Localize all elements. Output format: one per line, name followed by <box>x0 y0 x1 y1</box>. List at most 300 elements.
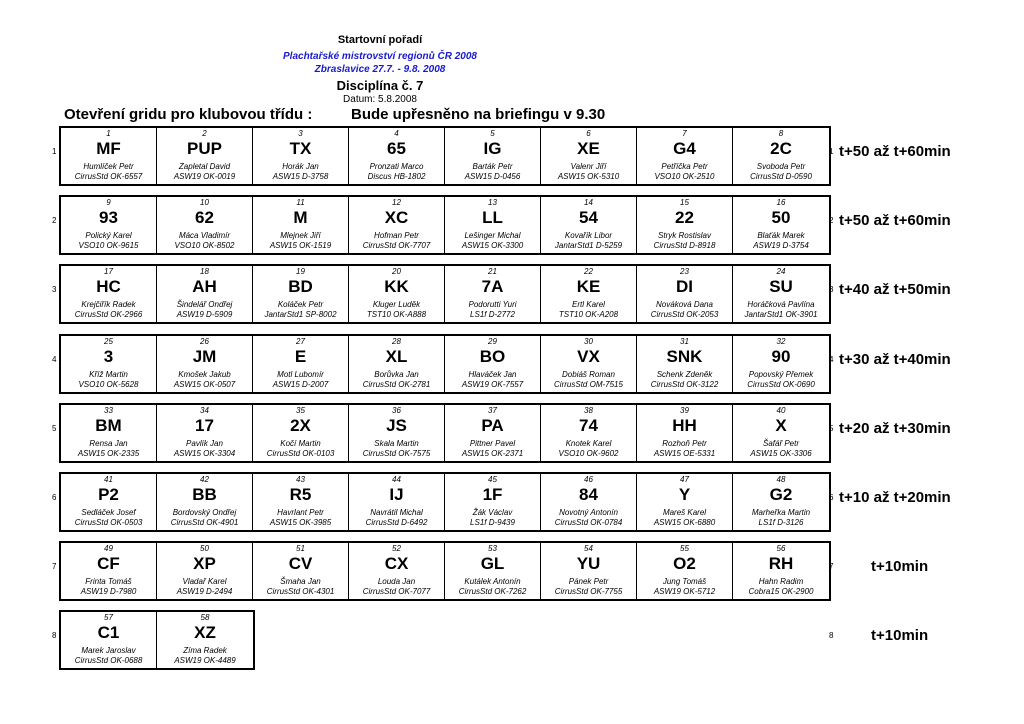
glider-registration: ASW15 OK-0507 <box>173 380 236 389</box>
start-position-number: 29 <box>488 337 497 346</box>
competition-code: 74 <box>579 416 598 435</box>
grid-cell <box>349 197 445 253</box>
event-name: Plachtařské mistrovství regionů ČR 2008 <box>283 51 477 62</box>
start-position-number: 42 <box>200 475 209 484</box>
competition-code: XZ <box>194 623 216 642</box>
glider-registration: VSO10 OK-8502 <box>174 241 235 250</box>
start-position-number: 2 <box>202 129 207 138</box>
grid-cell <box>61 405 157 461</box>
competition-code: Y <box>678 485 691 504</box>
pilot-name: Ertl Karel <box>572 300 605 309</box>
grid-cell <box>637 197 733 253</box>
launch-time-window: t+10min <box>871 627 929 644</box>
glider-registration: JantarStd1 OK-3901 <box>744 310 818 319</box>
grid-opening-label: Otevření gridu pro klubovou třídu : <box>64 106 313 123</box>
start-position-number: 30 <box>584 337 593 346</box>
glider-registration: ASW15 OK-3300 <box>461 241 524 250</box>
glider-registration: CirrusStd OK-4301 <box>266 587 335 596</box>
row-number-left: 3 <box>52 285 57 294</box>
pilot-name: Marek Jaroslav <box>81 646 136 655</box>
start-position-number: 24 <box>776 267 786 276</box>
start-position-number: 48 <box>776 475 786 484</box>
competition-code: PUP <box>187 139 222 158</box>
grid-cell <box>349 405 445 461</box>
grid-cell <box>349 128 445 184</box>
pilot-name: Sedláček Josef <box>81 508 136 517</box>
competition-code: TX <box>289 139 312 158</box>
grid-cell <box>61 266 157 322</box>
glider-registration: ASW19 D-2494 <box>176 587 233 596</box>
pilot-name: Kočí Martin <box>280 439 321 448</box>
competition-code: CX <box>384 554 409 573</box>
start-position-number: 39 <box>680 406 689 415</box>
pilot-name: Petříčka Petr <box>661 162 708 171</box>
glider-registration: ASW19 D-3754 <box>753 241 809 250</box>
glider-registration: CirrusStd OK-7077 <box>362 587 431 596</box>
grid-cell <box>157 197 253 253</box>
competition-code: 93 <box>99 208 118 227</box>
grid-cell <box>637 128 733 184</box>
glider-registration: ASW15 OK-3985 <box>269 518 332 527</box>
start-position-number: 49 <box>104 544 113 553</box>
row-number-left: 7 <box>52 562 57 571</box>
competition-code: XC <box>384 208 409 227</box>
glider-registration: ASW15 OE-5331 <box>653 449 716 458</box>
glider-registration: CirrusStd OK-6557 <box>74 172 143 181</box>
grid-cell <box>253 128 349 184</box>
start-position-number: 38 <box>584 406 593 415</box>
pilot-name: Hlaváček Jan <box>468 370 517 379</box>
pilot-name: Rozhoň Petr <box>662 439 707 448</box>
start-position-number: 58 <box>200 613 210 622</box>
row-number-right: 1 <box>829 147 834 156</box>
pilot-name: Borůvka Jan <box>374 370 419 379</box>
competition-code: HC <box>96 277 121 296</box>
grid-row <box>59 126 834 186</box>
grid-cell <box>157 612 253 668</box>
competition-code: IG <box>483 139 502 158</box>
grid-cell <box>445 405 541 461</box>
glider-registration: CirrusStd OK-0103 <box>266 449 335 458</box>
competition-code: LL <box>482 208 503 227</box>
grid-cell <box>637 336 733 392</box>
glider-registration: CirrusStd D-6492 <box>365 518 428 527</box>
start-position-number: 26 <box>200 337 209 346</box>
competition-code: RH <box>768 554 794 573</box>
grid-cell <box>733 128 829 184</box>
pilot-name: Mareš Karel <box>662 508 707 517</box>
competition-code: PA <box>481 416 504 435</box>
start-position-number: 11 <box>296 198 305 207</box>
grid-cell <box>733 266 829 322</box>
grid-cell <box>157 543 253 599</box>
start-position-number: 12 <box>392 198 401 207</box>
pilot-name: Schenk Zdeněk <box>656 370 713 379</box>
pilot-name: Kříž Martin <box>89 370 128 379</box>
grid-cell <box>61 474 157 530</box>
pilot-name: Barták Petr <box>472 162 513 171</box>
glider-registration: CirrusStd D-0590 <box>750 172 812 181</box>
start-position-number: 3 <box>298 129 303 138</box>
glider-registration: VSO10 OK-5628 <box>78 380 139 389</box>
glider-registration: JantarStd1 D-5259 <box>554 241 623 250</box>
pilot-name: Vladař Karel <box>182 577 227 586</box>
pilot-name: Máca Vladimír <box>178 231 231 240</box>
start-position-number: 56 <box>776 544 786 553</box>
competition-code: XL <box>385 347 408 366</box>
row-number-right: 4 <box>829 355 834 364</box>
competition-code: X <box>775 416 787 435</box>
grid-cell <box>637 474 733 530</box>
start-position-number: 6 <box>586 129 591 138</box>
competition-code: KK <box>384 277 409 296</box>
start-position-number: 16 <box>776 198 786 207</box>
glider-registration: VSO10 OK-9602 <box>558 449 619 458</box>
grid-cell <box>349 474 445 530</box>
start-position-number: 54 <box>584 544 593 553</box>
pilot-name: Žák Václav <box>472 508 513 517</box>
grid-cell <box>733 336 829 392</box>
document-title: Startovní pořadí <box>337 34 423 46</box>
glider-registration: CirrusStd OK-2053 <box>650 310 719 319</box>
pilot-name: Motl Lubomír <box>277 370 324 379</box>
glider-registration: ASW15 D-2007 <box>272 380 329 389</box>
competition-code: BM <box>95 416 122 435</box>
pilot-name: Stryk Rostislav <box>658 231 711 240</box>
grid-cell <box>349 266 445 322</box>
competition-code: P2 <box>98 485 119 504</box>
grid-cell <box>445 197 541 253</box>
start-position-number: 27 <box>296 337 305 346</box>
competition-code: 2X <box>290 416 311 435</box>
grid-cell <box>637 405 733 461</box>
grid-cell <box>349 543 445 599</box>
pilot-name: Zapletal David <box>178 162 231 171</box>
glider-registration: ASW15 D-3758 <box>272 172 329 181</box>
start-position-number: 37 <box>488 406 497 415</box>
start-position-number: 25 <box>104 337 113 346</box>
row-number-right: 8 <box>829 631 834 640</box>
grid-cell <box>157 336 253 392</box>
pilot-name: Hahn Radim <box>758 577 804 586</box>
glider-registration: ASW19 D-5909 <box>176 310 233 319</box>
pilot-name: Rensa Jan <box>89 439 128 448</box>
glider-registration: VSO10 OK-2510 <box>654 172 715 181</box>
pilot-name: Havrlant Petr <box>277 508 324 517</box>
start-position-number: 52 <box>392 544 401 553</box>
competition-code: 90 <box>771 347 791 366</box>
grid-cell <box>445 543 541 599</box>
grid-row <box>59 334 834 394</box>
glider-registration: LS1f D-2772 <box>470 310 515 319</box>
pilot-name: Šmaha Jan <box>280 577 321 586</box>
pilot-name: Skala Martin <box>374 439 419 448</box>
glider-registration: CirrusStd OK-7707 <box>362 241 431 250</box>
grid-cell <box>253 197 349 253</box>
pilot-name: Knotek Karel <box>565 439 612 448</box>
competition-code: HH <box>672 416 697 435</box>
grid-cell <box>541 197 637 253</box>
start-position-number: 19 <box>296 267 305 276</box>
grid-cell <box>733 543 829 599</box>
glider-registration: ASW19 OK-7557 <box>461 380 524 389</box>
grid-row <box>59 541 834 601</box>
competition-code: XP <box>193 554 216 573</box>
competition-code: YU <box>576 554 601 573</box>
grid-row <box>59 472 834 532</box>
pilot-name: Bordovský Ondřej <box>172 508 237 517</box>
row-number-right: 6 <box>829 493 834 502</box>
grid-row <box>59 610 255 670</box>
glider-registration: ASW15 D-0456 <box>464 172 521 181</box>
glider-registration: CirrusStd OK-0688 <box>74 656 143 665</box>
glider-registration: ASW19 OK-0019 <box>173 172 236 181</box>
pilot-name: Mlejnek Jiří <box>280 231 321 240</box>
grid-cell <box>253 336 349 392</box>
competition-code: JS <box>386 416 407 435</box>
start-position-number: 8 <box>778 129 784 138</box>
grid-cell <box>157 266 253 322</box>
pilot-name: Šindelář Ondřej <box>176 300 233 309</box>
glider-registration: TST10 OK-A888 <box>366 310 427 319</box>
competition-code: E <box>294 347 307 366</box>
glider-registration: ASW19 D-7980 <box>80 587 137 596</box>
grid-cell <box>541 474 637 530</box>
grid-cell <box>445 474 541 530</box>
competition-code: G2 <box>769 485 793 504</box>
competition-code: JM <box>192 347 217 366</box>
start-position-number: 45 <box>488 475 497 484</box>
grid-cell <box>61 197 157 253</box>
grid-cell <box>61 336 157 392</box>
glider-registration: ASW19 OK-5712 <box>653 587 716 596</box>
grid-cell <box>637 266 733 322</box>
pilot-name: Kovařík Libor <box>564 231 613 240</box>
competition-code: 2C <box>770 139 792 158</box>
pilot-name: Frinta Tomáš <box>85 577 132 586</box>
competition-code: 17 <box>195 416 214 435</box>
start-position-number: 18 <box>200 267 209 276</box>
start-position-number: 34 <box>200 406 209 415</box>
start-position-number: 28 <box>392 337 401 346</box>
start-position-number: 46 <box>584 475 593 484</box>
glider-registration: CirrusStd OK-0690 <box>747 380 815 389</box>
launch-time-window: t+20 až t+30min <box>839 420 951 437</box>
pilot-name: Popovský Přemek <box>748 370 814 379</box>
start-position-number: 7 <box>682 129 687 138</box>
pilot-name: Horák Jan <box>282 162 319 171</box>
start-position-number: 17 <box>104 267 113 276</box>
grid-cell <box>61 128 157 184</box>
start-position-number: 43 <box>296 475 305 484</box>
grid-cell <box>157 128 253 184</box>
event-venue-dates: Zbraslavice 27.7. - 9.8. 2008 <box>314 64 446 75</box>
grid-cell <box>253 474 349 530</box>
start-position-number: 35 <box>296 406 305 415</box>
competition-code: IJ <box>389 485 404 504</box>
launch-time-window: t+30 až t+40min <box>839 351 951 368</box>
grid-cell <box>541 543 637 599</box>
pilot-name: Jung Tomáš <box>662 577 707 586</box>
grid-cell <box>253 266 349 322</box>
competition-code: O2 <box>673 554 696 573</box>
row-number-right: 5 <box>829 424 834 433</box>
row-number-left: 5 <box>52 424 57 433</box>
competition-code: BD <box>288 277 313 296</box>
document-date: Datum: 5.8.2008 <box>343 94 417 105</box>
start-position-number: 31 <box>680 337 689 346</box>
competition-code: AH <box>192 277 217 296</box>
competition-code: CF <box>97 554 120 573</box>
glider-registration: ASW15 OK-3304 <box>173 449 236 458</box>
grid-cell <box>157 474 253 530</box>
competition-code: XE <box>577 139 600 158</box>
grid-cell <box>733 197 829 253</box>
pilot-name: Horáčková Pavlína <box>747 300 815 309</box>
pilot-name: Navrátil Michal <box>370 508 423 517</box>
grid-opening-value: Bude upřesněno na briefingu v 9.30 <box>351 106 606 123</box>
pilot-name: Novotný Antonín <box>559 508 618 517</box>
pilot-name: Polický Karel <box>85 231 132 240</box>
competition-code: VX <box>577 347 600 366</box>
competition-code: 54 <box>579 208 598 227</box>
glider-registration: CirrusStd OM-7515 <box>554 380 623 389</box>
grid-cell <box>253 405 349 461</box>
pilot-name: Marheřka Martin <box>751 508 811 517</box>
competition-code: R5 <box>289 485 312 504</box>
competition-code: 22 <box>675 208 694 227</box>
pilot-name: Dobiáš Roman <box>562 370 615 379</box>
grid-cell <box>541 336 637 392</box>
glider-registration: ASW15 OK-2371 <box>461 449 524 458</box>
launch-time-window: t+40 až t+50min <box>839 281 951 298</box>
competition-code: CV <box>288 554 313 573</box>
competition-code: SNK <box>666 347 703 366</box>
competition-code: MF <box>96 139 121 158</box>
glider-registration: LS1f D-3126 <box>758 518 804 527</box>
grid-cell <box>541 128 637 184</box>
glider-registration: CirrusStd OK-7575 <box>362 449 431 458</box>
grid-cell <box>733 405 829 461</box>
pilot-name: Koláček Petr <box>277 300 324 309</box>
glider-registration: CirrusStd OK-7755 <box>554 587 623 596</box>
glider-registration: CirrusStd D-8918 <box>653 241 716 250</box>
start-position-number: 33 <box>104 406 113 415</box>
competition-code: BO <box>479 347 506 366</box>
glider-registration: CirrusStd OK-3122 <box>650 380 719 389</box>
glider-registration: CirrusStd OK-4901 <box>170 518 239 527</box>
pilot-name: Pronzati Marco <box>369 162 424 171</box>
start-position-number: 23 <box>680 267 689 276</box>
row-number-right: 2 <box>829 216 834 225</box>
grid-cell <box>445 336 541 392</box>
discipline-number: Disciplína č. 7 <box>336 78 424 93</box>
row-number-right: 3 <box>829 285 834 294</box>
start-position-number: 21 <box>488 267 497 276</box>
glider-registration: CirrusStd OK-7262 <box>458 587 527 596</box>
competition-code: DI <box>676 277 693 296</box>
grid-cell <box>61 543 157 599</box>
start-position-number: 32 <box>776 337 786 346</box>
grid-cell <box>445 266 541 322</box>
row-number-left: 1 <box>52 147 57 156</box>
start-position-number: 36 <box>392 406 401 415</box>
launch-time-window: t+10min <box>871 558 929 575</box>
competition-code: C1 <box>97 623 120 642</box>
competition-code: BB <box>192 485 217 504</box>
competition-code: GL <box>480 554 505 573</box>
grid-cell <box>349 336 445 392</box>
start-position-number: 13 <box>488 198 497 207</box>
glider-registration: TST10 OK-A208 <box>558 310 619 319</box>
pilot-name: Nováková Dana <box>656 300 713 309</box>
launch-time-window: t+10 až t+20min <box>839 489 951 506</box>
start-position-number: 1 <box>106 129 111 138</box>
pilot-name: Kmošek Jakub <box>178 370 231 379</box>
start-position-number: 40 <box>776 406 786 415</box>
competition-code: KE <box>576 277 601 296</box>
pilot-name: Pittner Pavel <box>469 439 516 448</box>
grid-cell <box>541 405 637 461</box>
glider-registration: CirrusStd OK-2966 <box>74 310 143 319</box>
grid-cell <box>157 405 253 461</box>
start-position-number: 50 <box>200 544 209 553</box>
row-number-right: 7 <box>829 562 834 571</box>
glider-registration: CirrusStd OK-0503 <box>74 518 143 527</box>
launch-time-window: t+50 až t+60min <box>839 212 951 229</box>
competition-code: 7A <box>481 277 504 296</box>
competition-code: M <box>293 208 308 227</box>
glider-registration: ASW15 OK-1519 <box>269 241 332 250</box>
pilot-name: Blaťák Marek <box>757 231 805 240</box>
pilot-name: Lešinger Michal <box>464 231 521 240</box>
pilot-name: Valenr Jiří <box>570 162 607 171</box>
pilot-name: Kluger Luděk <box>372 300 421 309</box>
start-position-number: 4 <box>394 129 399 138</box>
competition-code: SU <box>769 277 793 296</box>
pilot-name: Humlíček Petr <box>83 162 134 171</box>
start-position-number: 44 <box>392 475 401 484</box>
grid-cell <box>637 543 733 599</box>
competition-code: 84 <box>579 485 598 504</box>
glider-registration: CirrusStd OK-0784 <box>554 518 623 527</box>
competition-code: 65 <box>387 139 406 158</box>
pilot-name: Pavlík Jan <box>186 439 223 448</box>
glider-registration: CirrusStd OK-2781 <box>362 380 431 389</box>
start-position-number: 53 <box>488 544 497 553</box>
pilot-name: Pánek Petr <box>568 577 609 586</box>
competition-code: 3 <box>103 347 114 366</box>
start-position-number: 14 <box>584 198 593 207</box>
glider-registration: ASW15 OK-3306 <box>750 449 812 458</box>
pilot-name: Krejčiřík Radek <box>81 300 136 309</box>
pilot-name: Podorutti Yuri <box>468 300 517 309</box>
row-number-left: 4 <box>52 355 57 364</box>
grid-cell <box>253 543 349 599</box>
start-position-number: 10 <box>200 198 209 207</box>
start-position-number: 22 <box>584 267 593 276</box>
start-position-number: 41 <box>104 475 113 484</box>
row-number-left: 6 <box>52 493 57 502</box>
start-position-number: 9 <box>106 198 111 207</box>
row-number-left: 2 <box>52 216 57 225</box>
grid-cell <box>733 474 829 530</box>
glider-registration: JantarStd1 SP-8002 <box>264 310 337 319</box>
grid-cell <box>445 128 541 184</box>
pilot-name: Šafář Petr <box>762 439 799 448</box>
competition-code: 50 <box>771 208 791 227</box>
start-position-number: 15 <box>680 198 689 207</box>
